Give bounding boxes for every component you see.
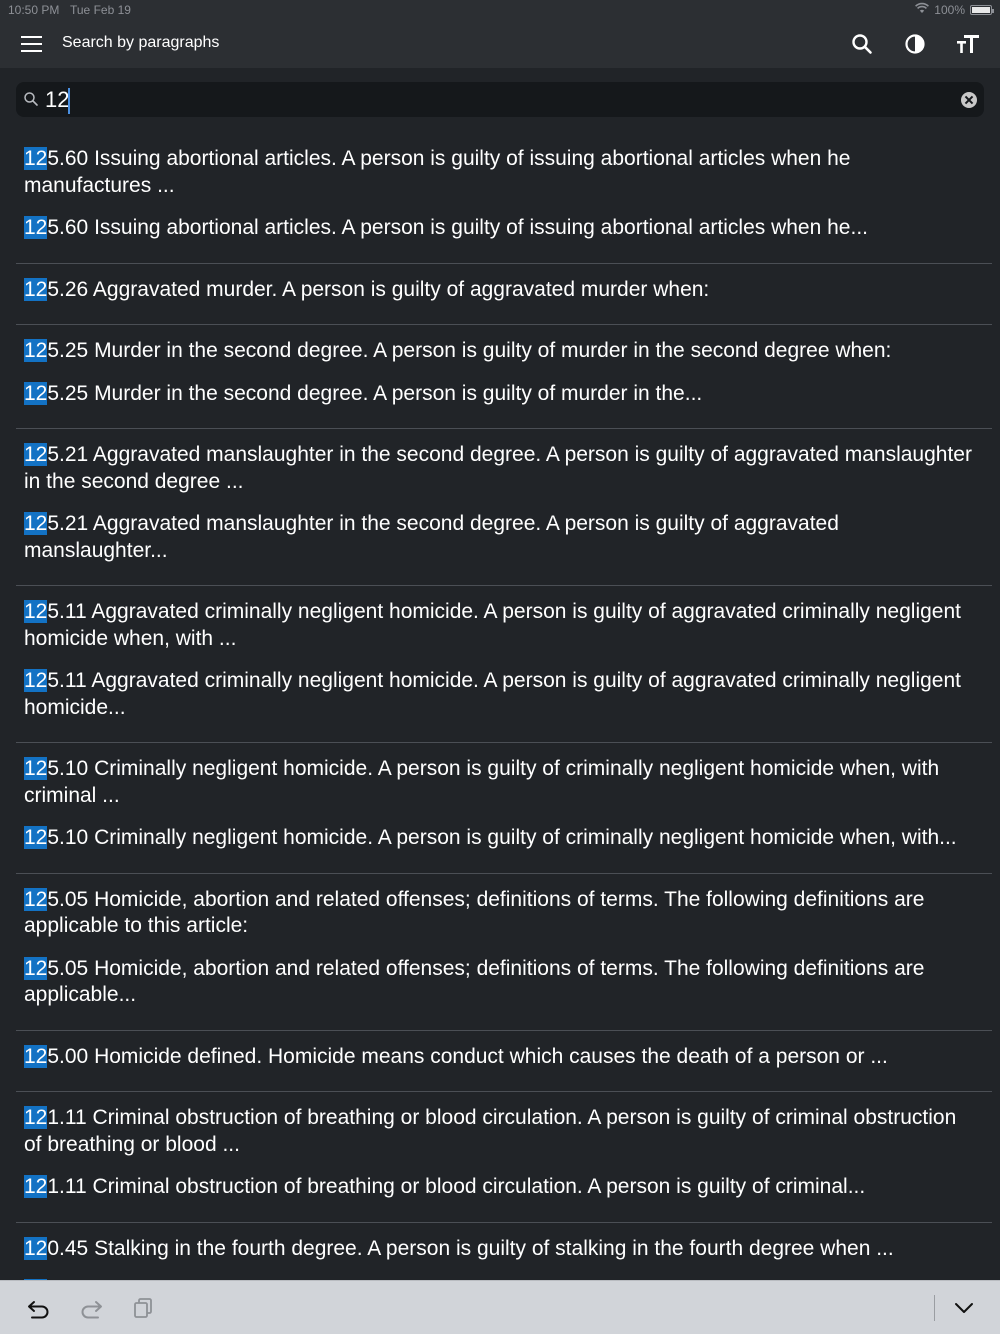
- result-item[interactable]: [24, 146, 992, 199]
- result-text: 5.25 Murder in the second degree. A person is guilty of murder in the second degree when:: [47, 339, 892, 362]
- paste-icon[interactable]: [131, 1295, 157, 1321]
- result-group: [0, 1031, 1000, 1093]
- result-group: [0, 325, 1000, 429]
- result-text: 5.05 Homicide, abortion and related offenses; definitions of terms. The following definitions are applicable...: [24, 956, 925, 1006]
- search-input[interactable]: [45, 85, 945, 115]
- match-highlight: 12: [24, 147, 48, 170]
- match-highlight: 12: [24, 443, 48, 466]
- result-group: [0, 133, 1000, 264]
- result-item[interactable]: [24, 756, 992, 809]
- match-highlight: 12: [24, 1106, 48, 1129]
- result-text: 5.00 Homicide defined. Homicide means conduct which causes the death of a person or ...: [47, 1044, 888, 1068]
- result-group: [0, 743, 1000, 874]
- result-text: 1.11 Criminal obstruction of breathing or blood circulation. A person is guilty of criminal obstruction of breathing or blood ...: [24, 1106, 957, 1156]
- result-item[interactable]: [24, 277, 992, 304]
- search-field-icon: [23, 91, 39, 107]
- match-highlight: 12: [24, 669, 48, 692]
- page-title: Search by paragraphs: [62, 34, 220, 51]
- match-highlight: 12: [24, 887, 48, 911]
- text-caret: [68, 88, 70, 114]
- result-item[interactable]: [24, 1174, 992, 1201]
- result-text: 1.11 Criminal obstruction of breathing or blood circulation. A person is guilty of criminal...: [47, 1175, 866, 1198]
- result-text: 5.25 Murder in the second degree. A person is guilty of murder in the...: [47, 381, 703, 405]
- result-group: [0, 264, 1000, 326]
- toolbar-divider: [934, 1295, 935, 1321]
- chevron-down-icon[interactable]: [951, 1295, 977, 1321]
- result-item[interactable]: [24, 956, 992, 1009]
- match-highlight: 12: [24, 339, 48, 362]
- result-text: 5.60 Issuing abortional articles. A person is guilty of issuing abortional articles when he...: [47, 216, 868, 239]
- wifi-icon: [915, 3, 929, 17]
- match-highlight: 12: [24, 1175, 48, 1198]
- match-highlight: 12: [24, 277, 48, 301]
- match-highlight: 12: [24, 216, 48, 239]
- status-time: 10:50 PM: [8, 3, 60, 17]
- battery-percent: 100%: [934, 3, 965, 17]
- match-highlight: 12: [24, 757, 48, 780]
- result-text: 5.26 Aggravated murder. A person is guilty of aggravated murder when:: [47, 277, 710, 301]
- result-text: 5.21 Aggravated manslaughter in the second degree. A person is guilty of aggravated manslaughter...: [24, 512, 839, 562]
- search-bar: [16, 82, 984, 117]
- result-group: [0, 874, 1000, 1031]
- match-highlight: 12: [24, 956, 48, 980]
- result-text: 5.10 Criminally negligent homicide. A person is guilty of criminally negligent homicide when, with criminal ...: [24, 757, 940, 807]
- match-highlight: 12: [24, 1236, 48, 1260]
- nav-bar: [0, 20, 1000, 68]
- result-text: 5.05 Homicide, abortion and related offenses; definitions of terms. The following definitions are applicable to this article:: [24, 887, 925, 937]
- undo-icon[interactable]: [26, 1295, 52, 1321]
- result-item[interactable]: [24, 668, 992, 721]
- result-text: 0.45 Stalking in the fourth degree. A person is guilty of stalking in the fourth degree when ...: [47, 1236, 894, 1260]
- text-size-icon[interactable]: [954, 30, 982, 58]
- result-item[interactable]: [24, 381, 992, 408]
- result-text: 5.11 Aggravated criminally negligent homicide. A person is guilty of aggravated criminally negligent homicide when, with ...: [24, 600, 961, 650]
- result-item[interactable]: [24, 338, 992, 365]
- results-list: [0, 133, 1000, 1280]
- status-indicators: [915, 3, 992, 17]
- result-item[interactable]: [24, 825, 992, 852]
- match-highlight: 12: [24, 512, 48, 535]
- match-highlight: 12: [24, 1044, 48, 1068]
- result-text: 5.11 Aggravated criminally negligent homicide. A person is guilty of aggravated criminally negligent homicide...: [24, 669, 961, 719]
- result-item[interactable]: [24, 887, 992, 940]
- result-item[interactable]: [24, 599, 992, 652]
- result-item[interactable]: [24, 1105, 992, 1158]
- match-highlight: 12: [24, 826, 48, 849]
- battery-icon: [970, 5, 992, 15]
- search-icon[interactable]: [848, 30, 876, 58]
- result-text: 5.10 Criminally negligent homicide. A person is guilty of criminally negligent homicide when, with...: [47, 826, 957, 849]
- clear-search-icon[interactable]: [961, 92, 977, 108]
- menu-icon[interactable]: [21, 36, 42, 52]
- redo-icon[interactable]: [78, 1295, 104, 1321]
- status-bar: [0, 0, 1000, 20]
- result-item[interactable]: [24, 215, 992, 242]
- contrast-icon[interactable]: [901, 30, 929, 58]
- result-item[interactable]: [24, 1236, 992, 1263]
- result-item[interactable]: [24, 1044, 992, 1071]
- match-highlight: 12: [24, 381, 48, 405]
- match-highlight: 12: [24, 600, 48, 623]
- status-date: Tue Feb 19: [70, 3, 131, 17]
- result-item[interactable]: [24, 442, 992, 495]
- keyboard-toolbar: [0, 1280, 1000, 1334]
- result-group: [0, 1092, 1000, 1223]
- result-group: [0, 429, 1000, 586]
- result-item[interactable]: [24, 511, 992, 564]
- result-group: [0, 586, 1000, 743]
- result-text: 5.60 Issuing abortional articles. A person is guilty of issuing abortional articles when he manufactures ...: [24, 147, 851, 197]
- result-text: 5.21 Aggravated manslaughter in the second degree. A person is guilty of aggravated manslaughter in the second degree ...: [24, 443, 972, 493]
